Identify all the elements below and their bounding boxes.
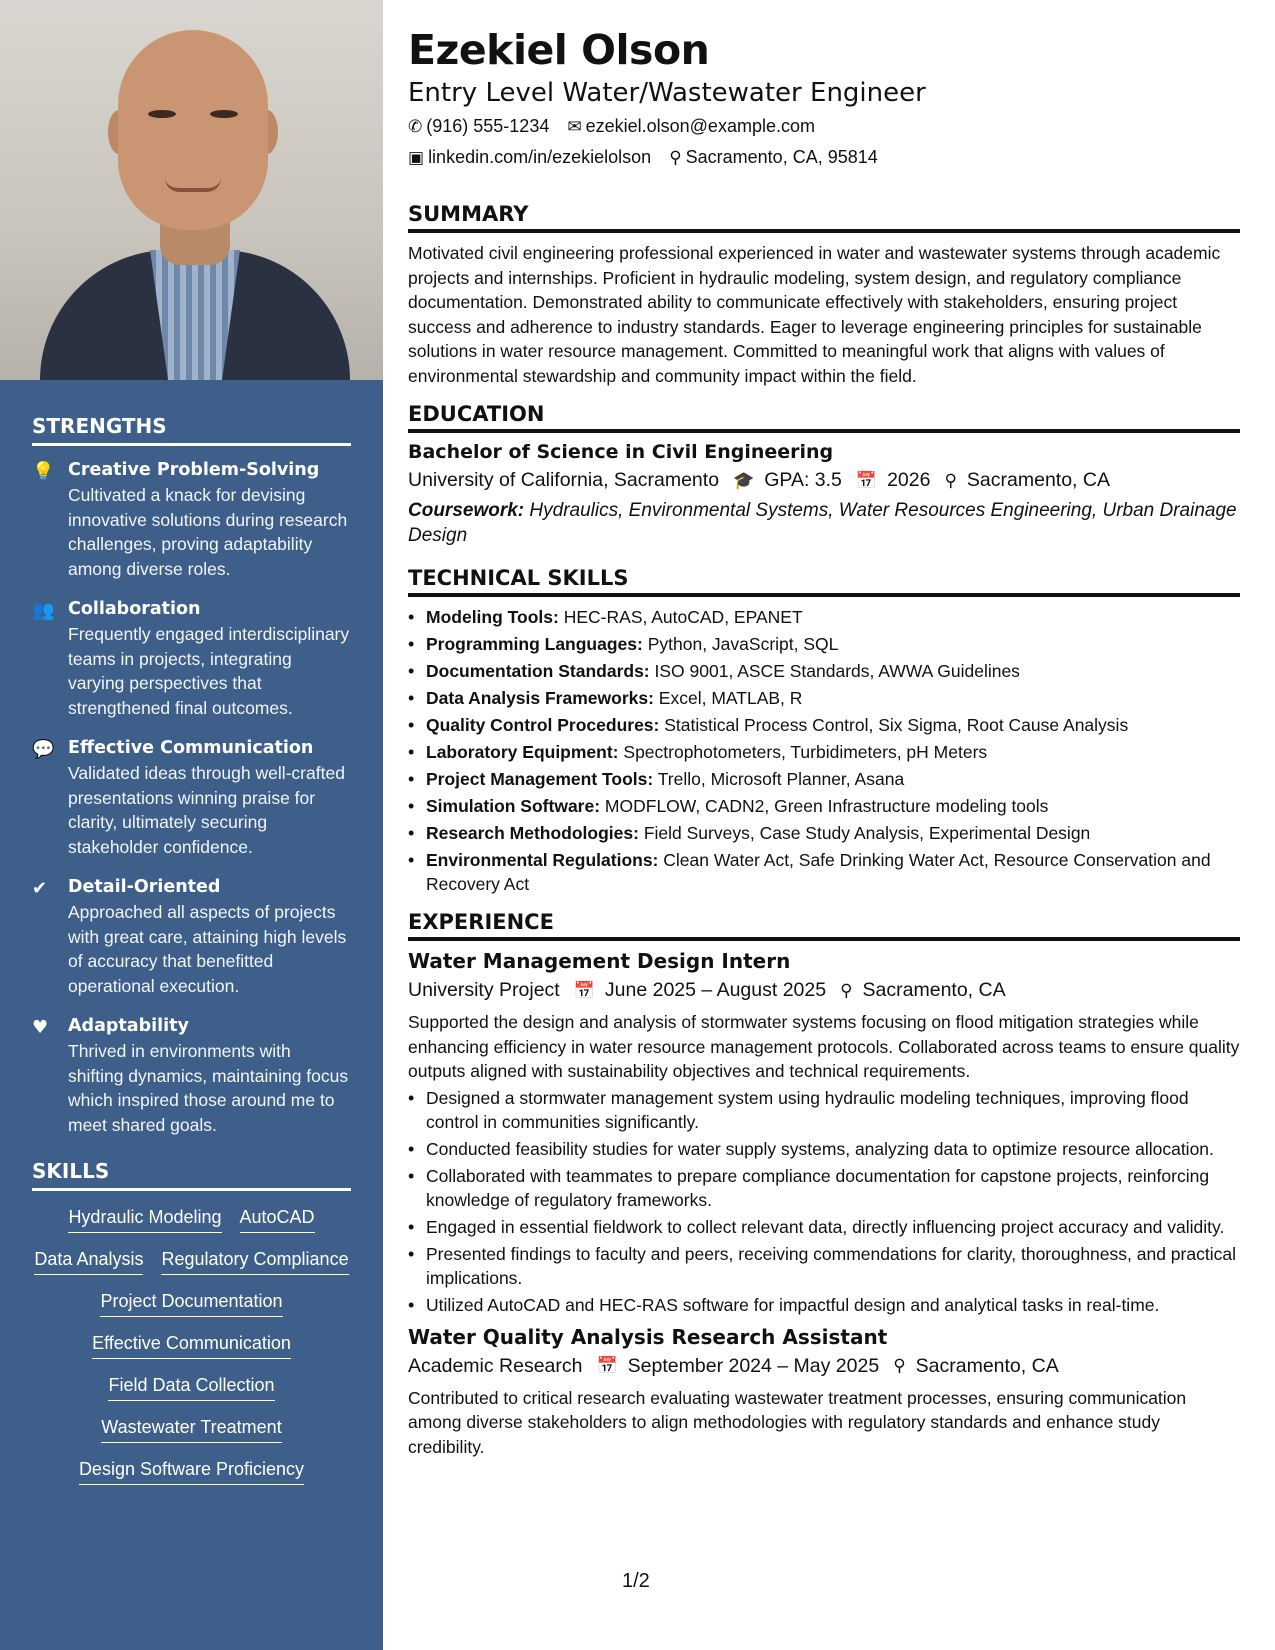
technical-skills-heading: TECHNICAL SKILLS <box>408 566 1240 597</box>
check-circle-icon: ✔ <box>32 878 48 899</box>
location-text: Sacramento, CA, 95814 <box>685 147 878 167</box>
coursework-label: Coursework: <box>408 500 525 521</box>
education-heading: EDUCATION <box>408 402 1240 433</box>
phone-icon: ✆ <box>408 116 423 137</box>
list-item <box>408 713 1240 737</box>
list-item <box>408 794 1240 818</box>
job-entry <box>408 1325 1240 1460</box>
summary-heading: SUMMARY <box>408 202 1240 233</box>
envelope-icon: ✉ <box>567 116 582 137</box>
strength-text: Frequently engaged interdisciplinary teams in projects, integrating varying perspectives that strengthened final outcomes. <box>68 624 350 718</box>
list-item <box>408 686 1240 710</box>
contact-row <box>408 116 1240 137</box>
candidate-name: Ezekiel Olson <box>408 26 710 74</box>
strength-text: Thrived in environments with shifting dynamics, maintaining focus which inspired those around me to meet shared goals. <box>68 1041 349 1135</box>
map-pin-icon: ⚲ <box>893 1356 906 1376</box>
experience-section <box>408 910 1240 1459</box>
skill-value: Statistical Process Control, Six Sigma, Root Cause Analysis <box>664 715 1129 735</box>
map-pin-icon: ⚲ <box>840 980 853 1001</box>
job-org: Academic Research <box>408 1354 583 1377</box>
skill-label: Modeling Tools: <box>426 607 559 627</box>
skill-value: Spectrophotometers, Turbidimeters, pH Meters <box>623 742 988 762</box>
skill-tag: Wastewater Treatment <box>101 1415 281 1443</box>
list-item <box>408 740 1240 764</box>
skill-label: Laboratory Equipment: <box>426 742 619 762</box>
skill-tag: Data Analysis <box>34 1247 143 1275</box>
skill-label: Documentation Standards: <box>426 661 650 681</box>
list-item <box>408 605 1240 629</box>
summary-text: Motivated civil engineering professional experienced in water and wastewater systems through academic projects and internships. Proficient in hydraulic modeling, system design, and regulatory compliance documentation. Demonstrated ability to communicate effectively with stakeholders, ensuring project success and adherence to industry standards. Eager to leverage engineering principles for sustainable solutions in water resource management. Committed to meaningful work that aligns with values of environmental stewardship and community impact within the field. <box>408 243 1221 386</box>
list-item <box>408 848 1240 896</box>
job-meta <box>408 979 1240 1002</box>
strengths-heading: STRENGTHS <box>32 414 351 446</box>
skill-value: HEC-RAS, AutoCAD, EPANET <box>563 607 803 627</box>
job-bullets <box>408 1086 1240 1317</box>
skill-label: Quality Control Procedures: <box>426 715 660 735</box>
strength-text: Approached all aspects of projects with great care, attaining high levels of accuracy that benefitted operational execution. <box>68 902 347 996</box>
technical-skills-section <box>408 566 1240 896</box>
skills-list <box>32 1205 351 1485</box>
list-item: • Utilized AutoCAD and HEC-RAS software for impactful design and analytical tasks in real-time. <box>408 1293 1240 1317</box>
summary-section <box>408 202 1240 388</box>
email-text: ezekiel.olson@example.com <box>585 116 815 136</box>
strength-item <box>32 877 351 998</box>
strength-title: Effective Communication <box>68 738 314 758</box>
candidate-role: Entry Level Water/Wastewater Engineer <box>408 78 926 108</box>
skill-value: Field Surveys, Case Study Analysis, Experimental Design <box>643 823 1091 843</box>
calendar-icon: 📅 <box>596 1356 618 1376</box>
heart-icon: ♥ <box>32 1017 49 1038</box>
map-pin-icon: ⚲ <box>944 470 957 491</box>
skill-label: Project Management Tools: <box>426 769 654 789</box>
comments-icon: 💬 <box>32 739 55 760</box>
map-pin-icon: ⚲ <box>669 147 682 168</box>
list-item: • Designed a stormwater management system using hydraulic modeling techniques, improving flood control in communities significantly. <box>408 1086 1240 1134</box>
contact-location <box>669 147 878 168</box>
skill-value: MODFLOW, CADN2, Green Infrastructure modeling tools <box>604 796 1049 816</box>
list-item <box>408 632 1240 656</box>
users-icon: 👥 <box>32 600 55 621</box>
job-location: Sacramento, CA <box>862 979 1006 1001</box>
strength-item <box>32 738 351 859</box>
edu-gpa: GPA: 3.5 <box>764 469 842 491</box>
education-section <box>408 402 1240 548</box>
list-item <box>408 821 1240 845</box>
lightbulb-icon: 💡 <box>32 461 55 482</box>
contact-row <box>408 147 1240 168</box>
edu-degree: Bachelor of Science in Civil Engineering <box>408 441 834 463</box>
edu-year: 2026 <box>887 469 931 491</box>
experience-heading: EXPERIENCE <box>408 910 1240 941</box>
list-item: • Conducted feasibility studies for water supply systems, analyzing data to optimize resource allocation. <box>408 1137 1240 1161</box>
strength-title: Adaptability <box>68 1016 189 1036</box>
sidebar <box>0 0 383 1650</box>
strength-title: Creative Problem-Solving <box>68 460 320 480</box>
job-meta <box>408 1355 1240 1378</box>
coursework-text: Hydraulics, Environmental Systems, Water Resources Engineering, Urban Drainage Design <box>408 500 1237 546</box>
profile-photo <box>0 0 383 380</box>
strength-text: Cultivated a knack for devising innovative solutions during research challenges, proving adaptability among diverse roles. <box>68 485 348 579</box>
contact-email[interactable] <box>567 116 815 137</box>
skill-value: Excel, MATLAB, R <box>658 688 803 708</box>
list-item: • Engaged in essential fieldwork to collect relevant data, directly influencing project accuracy and validity. <box>408 1215 1240 1239</box>
strength-item <box>32 460 351 581</box>
job-description: Contributed to critical research evaluating wastewater treatment processes, ensuring communication among diverse stakeholders to align methodologies with regulatory standards and enhance study credibility. <box>408 1387 1187 1457</box>
skill-tag: Effective Communication <box>92 1331 291 1359</box>
skill-value: Trello, Microsoft Planner, Asana <box>657 769 905 789</box>
job-dates: June 2025 – August 2025 <box>604 979 827 1001</box>
skill-value: Clean Water Act, Safe Drinking Water Act, Resource Conservation and Recovery Act <box>426 850 1211 894</box>
page-number: 1/2 <box>622 1570 650 1592</box>
job-entry <box>408 949 1240 1317</box>
strength-item <box>32 1016 351 1137</box>
skill-label: Research Methodologies: <box>426 823 639 843</box>
skill-label: Programming Languages: <box>426 634 643 654</box>
strength-item <box>32 599 351 720</box>
job-location: Sacramento, CA <box>915 1354 1059 1377</box>
skill-label: Environmental Regulations: <box>426 850 659 870</box>
job-title: Water Management Design Intern <box>408 949 791 973</box>
job-dates: September 2024 – May 2025 <box>627 1354 880 1377</box>
job-org: University Project <box>408 979 560 1001</box>
strength-title: Collaboration <box>68 599 201 619</box>
strength-text: Validated ideas through well-crafted presentations winning praise for clarity, ultimately securing stakeholder confidence. <box>68 763 345 857</box>
calendar-icon: 📅 <box>855 470 878 491</box>
calendar-icon: 📅 <box>573 980 595 1001</box>
list-item <box>408 659 1240 683</box>
skill-value: ISO 9001, ASCE Standards, AWWA Guidelines <box>654 661 1020 681</box>
phone-text: (916) 555-1234 <box>426 116 550 136</box>
job-title: Water Quality Analysis Research Assistant <box>408 1324 888 1349</box>
skills-heading: SKILLS <box>32 1159 351 1191</box>
skill-tag: Hydraulic Modeling <box>68 1205 221 1233</box>
strength-title: Detail-Oriented <box>68 877 221 897</box>
list-item <box>408 767 1240 791</box>
skill-tag: Project Documentation <box>100 1289 282 1317</box>
contact-linkedin[interactable] <box>408 147 651 168</box>
skill-tag: Field Data Collection <box>108 1373 274 1401</box>
skill-value: Python, JavaScript, SQL <box>647 634 839 654</box>
skill-tag: Design Software Proficiency <box>79 1457 304 1485</box>
list-item: • Collaborated with teammates to prepare compliance documentation for capstone projects, reinforcing knowledge of regulatory frameworks. <box>408 1164 1240 1212</box>
edu-coursework <box>408 498 1240 548</box>
linkedin-text: linkedin.com/in/ezekielolson <box>428 147 652 167</box>
linkedin-icon: ▣ <box>408 147 425 168</box>
skill-tag: Regulatory Compliance <box>161 1247 348 1275</box>
main-content <box>408 0 1240 1459</box>
skill-label: Simulation Software: <box>426 796 601 816</box>
skill-label: Data Analysis Frameworks: <box>426 688 654 708</box>
skill-tag: AutoCAD <box>240 1205 315 1233</box>
list-item: • Presented findings to faculty and peers, receiving commendations for clarity, thoroughness, and practical implications. <box>408 1242 1240 1290</box>
edu-school: University of California, Sacramento <box>408 469 720 491</box>
edu-meta <box>408 469 1240 492</box>
job-description: Supported the design and analysis of stormwater systems focusing on flood mitigation strategies while enhancing efficiency in water resource management protocols. Collaborated across teams to ensure quality outputs aligned with sustainability objectives and technical requirements. <box>408 1012 1240 1081</box>
graduation-cap-icon: 🎓 <box>733 470 755 491</box>
contact-phone[interactable] <box>408 116 549 137</box>
technical-skills-list <box>408 605 1240 896</box>
edu-location: Sacramento, CA <box>966 469 1110 491</box>
